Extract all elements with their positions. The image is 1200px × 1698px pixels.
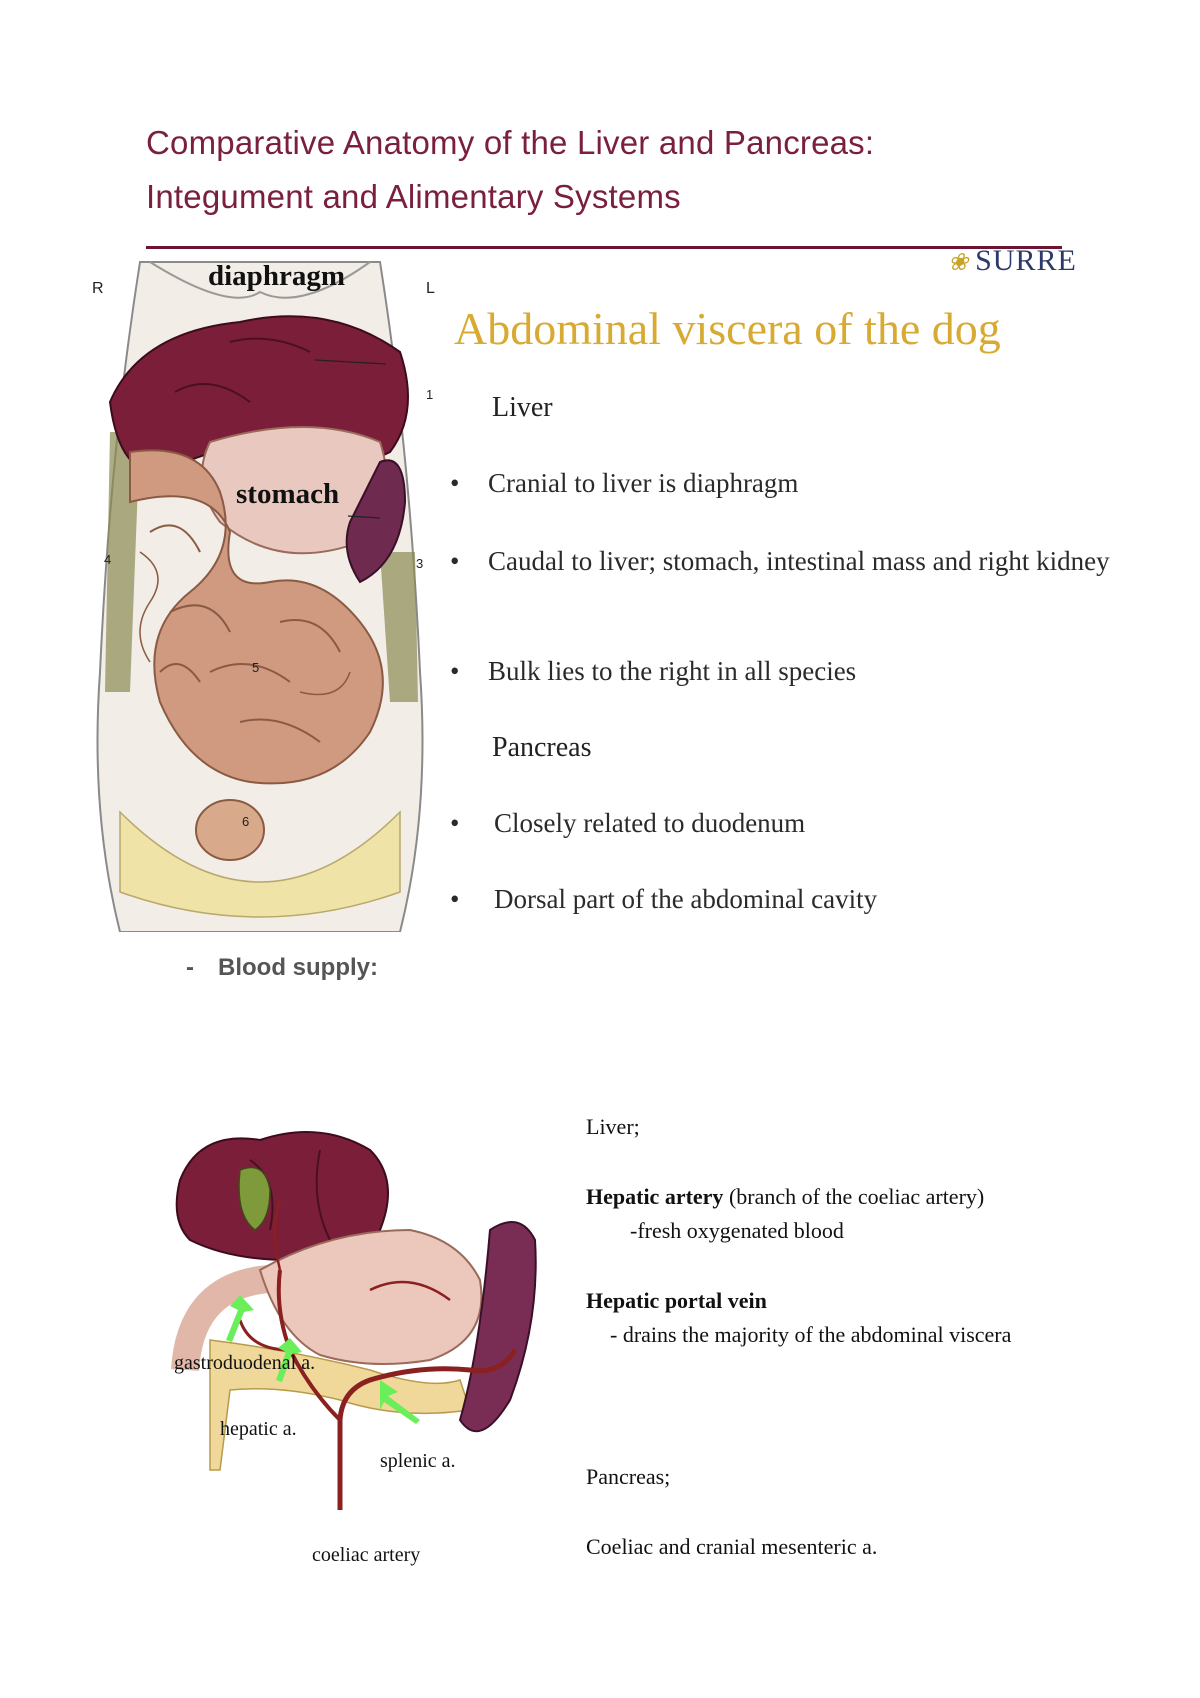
liver-bullet-3: • Bulk lies to the right in all species — [450, 656, 857, 686]
dog-abdomen-illustration — [80, 252, 440, 932]
university-logo: ❀ SURRE — [948, 244, 1077, 277]
pancreas-supply-heading: Pancreas; — [586, 1464, 671, 1489]
portal-vein-detail: - drains the majority of the abdominal viscera — [610, 1322, 1012, 1347]
bullet-icon: • — [450, 468, 460, 498]
liver-heading: Liver — [492, 392, 553, 423]
bullet-icon: • — [450, 656, 460, 686]
logo-mark-icon: ❀ — [948, 250, 970, 276]
pancreas-heading: Pancreas — [492, 732, 592, 763]
dog-abdomen-figure — [80, 252, 440, 932]
document-title-line1: Comparative Anatomy of the Liver and Pancreas: — [146, 124, 875, 161]
figure-number-6: 6 — [242, 814, 250, 829]
bullet-icon: • — [450, 884, 460, 914]
portal-vein-line: Hepatic portal vein — [586, 1288, 767, 1313]
figure-number-3: 3 — [416, 556, 424, 571]
bullet-icon: • — [450, 546, 460, 576]
liver-bullet-2: • Caudal to liver; stomach, intestinal mass and right kidney — [488, 542, 1118, 580]
blood-supply-heading: - Blood supply: — [186, 954, 378, 981]
blood-supply-figure — [170, 1120, 580, 1520]
liver-supply-heading: Liver; — [586, 1114, 640, 1139]
gastroduodenal-artery-label: gastroduodenal a. — [174, 1352, 316, 1374]
pancreas-bullet-2: • Dorsal part of the abdominal cavity — [450, 884, 878, 914]
document-title-line2: Integument and Alimentary Systems — [146, 178, 681, 215]
bullet-icon: • — [450, 808, 460, 838]
pancreas-bullet-1: • Closely related to duodenum — [450, 808, 806, 838]
right-side-label: R — [92, 280, 104, 297]
figure-number-1: 1 — [426, 387, 434, 402]
pancreas-supply-text: Coeliac and cranial mesenteric a. — [586, 1534, 878, 1559]
figure-number-5: 5 — [252, 660, 260, 675]
figure-number-4: 4 — [104, 552, 112, 567]
coeliac-artery-illustration — [170, 1120, 580, 1520]
hepatic-artery-line: Hepatic artery (branch of the coeliac artery) — [586, 1184, 985, 1209]
diaphragm-label: diaphragm — [208, 260, 345, 292]
left-side-label: L — [426, 280, 435, 297]
slide-title: Abdominal viscera of the dog — [454, 303, 1001, 354]
hepatic-artery-detail: -fresh oxygenated blood — [630, 1218, 844, 1243]
hepatic-artery-label: hepatic a. — [220, 1418, 297, 1440]
stomach-label: stomach — [236, 478, 340, 510]
liver-bullet-1: • Cranial to liver is diaphragm — [450, 468, 799, 498]
splenic-artery-label: splenic a. — [380, 1450, 456, 1472]
coeliac-artery-caption: coeliac artery — [312, 1544, 421, 1566]
title-divider — [146, 246, 1062, 249]
